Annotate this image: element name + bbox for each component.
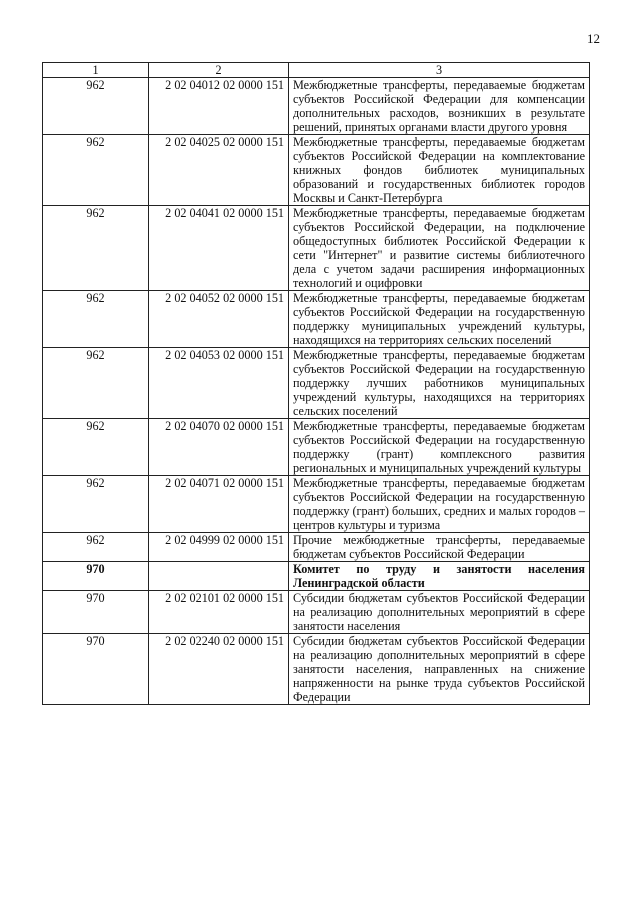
table-row	[43, 135, 590, 206]
column-header-3: 3	[289, 63, 590, 78]
description-cell: Межбюджетные трансферты, передаваемые бюджетам субъектов Российской Федерации на государственную поддержку муниципальных учреждений культуры, находящихся на территориях сельских поселений	[289, 291, 590, 348]
table-row	[43, 78, 590, 135]
budget-code-cell: 2 02 02101 02 0000 151	[149, 591, 289, 634]
budget-code-cell: 2 02 04053 02 0000 151	[149, 348, 289, 419]
budget-code-cell: 2 02 04071 02 0000 151	[149, 476, 289, 533]
admin-code-cell: 962	[43, 206, 149, 291]
table-row	[43, 419, 590, 476]
budget-code-cell: 2 02 04025 02 0000 151	[149, 135, 289, 206]
budget-code-cell: 2 02 04052 02 0000 151	[149, 291, 289, 348]
description-cell: Межбюджетные трансферты, передаваемые бюджетам субъектов Российской Федерации для компенсации дополнительных расходов, возникших в результате решений, принятых органами власти другого уровня	[289, 78, 590, 135]
table-body	[43, 78, 590, 705]
admin-code-cell: 962	[43, 348, 149, 419]
admin-code-cell: 962	[43, 476, 149, 533]
table-row	[43, 291, 590, 348]
table-row	[43, 634, 590, 705]
table-header-row	[43, 63, 590, 78]
admin-code-cell: 962	[43, 533, 149, 562]
revenue-codes-table	[42, 62, 590, 705]
description-cell: Межбюджетные трансферты, передаваемые бюджетам субъектов Российской Федерации на комплектование книжных фондов библиотек муниципальных образований и государственных библиотек городов Москвы и Санкт-Петербурга	[289, 135, 590, 206]
budget-code-cell	[149, 562, 289, 591]
description-cell: Межбюджетные трансферты, передаваемые бюджетам субъектов Российской Федерации на государственную поддержку (грант) комплексного развития региональных и муниципальных учреждений культуры	[289, 419, 590, 476]
table-row	[43, 562, 590, 591]
description-cell: Субсидии бюджетам субъектов Российской Федерации на реализацию дополнительных мероприятий в сфере занятости населения, направленных на снижение напряженности на рынке труда субъектов Российской Федерации	[289, 634, 590, 705]
budget-code-cell: 2 02 04070 02 0000 151	[149, 419, 289, 476]
budget-code-cell: 2 02 04041 02 0000 151	[149, 206, 289, 291]
description-cell: Межбюджетные трансферты, передаваемые бюджетам субъектов Российской Федерации, на подключение общедоступных библиотек Российской Федерации к сети "Интернет" и развитие системы библиотечного дела с учетом задачи расширения информационных технологий и оцифровки	[289, 206, 590, 291]
budget-code-cell: 2 02 02240 02 0000 151	[149, 634, 289, 705]
admin-code-cell: 962	[43, 291, 149, 348]
admin-code-cell: 970	[43, 562, 149, 591]
admin-code-cell: 970	[43, 634, 149, 705]
description-cell: Комитет по труду и занятости населения Ленинградской области	[289, 562, 590, 591]
table-row	[43, 476, 590, 533]
admin-code-cell: 962	[43, 419, 149, 476]
description-cell: Субсидии бюджетам субъектов Российской Федерации на реализацию дополнительных мероприятий в сфере занятости населения	[289, 591, 590, 634]
column-header-1: 1	[43, 63, 149, 78]
budget-code-cell: 2 02 04999 02 0000 151	[149, 533, 289, 562]
description-cell: Прочие межбюджетные трансферты, передаваемые бюджетам субъектов Российской Федерации	[289, 533, 590, 562]
table-row	[43, 533, 590, 562]
description-cell: Межбюджетные трансферты, передаваемые бюджетам субъектов Российской Федерации на государственную поддержку (грант) больших, средних и малых городов – центров культуры и туризма	[289, 476, 590, 533]
table-row	[43, 591, 590, 634]
column-header-2: 2	[149, 63, 289, 78]
admin-code-cell: 970	[43, 591, 149, 634]
page-number: 12	[587, 31, 600, 46]
budget-code-cell: 2 02 04012 02 0000 151	[149, 78, 289, 135]
table-row	[43, 348, 590, 419]
admin-code-cell: 962	[43, 78, 149, 135]
description-cell: Межбюджетные трансферты, передаваемые бюджетам субъектов Российской Федерации на государственную поддержку лучших работников муниципальных учреждений культуры, находящихся на территориях сельских поселений	[289, 348, 590, 419]
admin-code-cell: 962	[43, 135, 149, 206]
table-row	[43, 206, 590, 291]
